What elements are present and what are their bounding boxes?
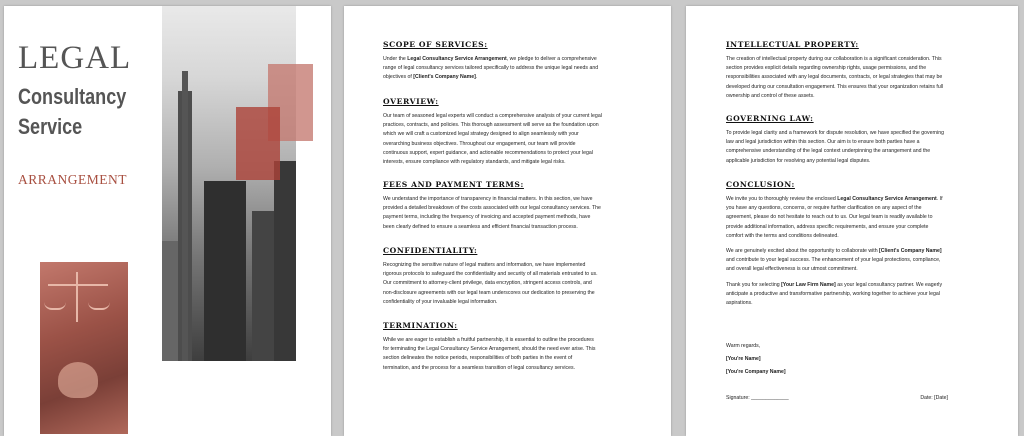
signature-row	[726, 395, 988, 401]
document-page-2	[344, 6, 671, 436]
cover-title: LEGAL	[18, 40, 132, 76]
overview-line: overarching business objectives. Throughout our engagement, our team will provide	[383, 140, 576, 147]
overview-line: which we will craft a customized legal strategy designed to align seamlessly with your	[383, 131, 579, 138]
fees-paragraph	[383, 195, 643, 232]
governing-line: comprehensive understanding of the legal context underpinning the arrangement and the	[726, 148, 931, 155]
ip-line: responsibilities associated with any legal documents, contracts, or legal strategies that may be	[726, 74, 943, 81]
scope-line: range of legal consultancy services tailored specifically to address the unique legal needs and	[383, 65, 599, 72]
scope-heading: SCOPE OF SERVICES:	[383, 40, 488, 49]
overview-heading: OVERVIEW:	[383, 97, 439, 106]
cover-title-consultancy: Consultancy	[18, 84, 127, 109]
conclusion-line: Thank you for selecting [Your Law Firm Name] as your legal consultancy partner. We eagerly	[726, 281, 943, 288]
conclusion-paragraph-1	[726, 195, 988, 241]
conclusion-line: agreement, please do not hesitate to reach out to us. Our legal team is readily available to	[726, 214, 933, 221]
confidentiality-line: rigorous protocols to safeguard the confidentiality and security of all materials entrusted to us.	[383, 271, 598, 278]
document-page-3	[686, 6, 1018, 436]
conclusion-line: comfort with the terms and conditions delineated.	[726, 232, 839, 239]
ip-line: section provides explicit details regarding ownership rights, usage permissions, and the	[726, 65, 927, 72]
conclusion-line: you have any questions, concerns, or require further clarification on any aspect of the	[726, 205, 922, 212]
city-skyline-image	[162, 6, 296, 361]
section-termination	[383, 321, 643, 373]
section-conclusion	[726, 180, 988, 308]
date-field: Date: [Date]	[920, 395, 948, 401]
cover-subtitle: ARRANGEMENT	[18, 172, 127, 187]
conclusion-line: We invite you to thoroughly review the enclosed Legal Consultancy Service Arrangement. If	[726, 196, 943, 202]
closing-company: [You're Company Name]	[726, 369, 786, 376]
ip-paragraph	[726, 55, 988, 101]
termination-line: for terminating the Legal Consultancy Service Arrangement, should the need ever arise. This	[383, 346, 596, 353]
termination-heading: TERMINATION:	[383, 321, 458, 330]
overview-line: continuous support, expert guidance, and actionable recommendations to protect your legal	[383, 149, 593, 156]
cover-title-service: Service	[18, 114, 83, 139]
closing-name: [You're Name]	[726, 356, 761, 363]
ip-line: ownership and control of these assets.	[726, 92, 815, 99]
conclusion-paragraph-2	[726, 247, 988, 275]
termination-line: While we are eager to establish a fruitful partnership, it is essential to outline the procedures	[383, 337, 594, 343]
section-confidentiality	[383, 246, 643, 307]
conclusion-heading: CONCLUSION:	[726, 180, 795, 189]
fees-line: provided a detailed breakdown of the costs associated with our legal consultancy services. The	[383, 205, 601, 212]
section-governing-law	[726, 114, 988, 166]
overview-line: practices, contracts, and policies. This thorough assessment will serve as the foundation upon	[383, 122, 599, 129]
section-scope	[383, 40, 643, 83]
fees-line: been clearly defined to ensure a seamless and efficient financial transaction process.	[383, 223, 578, 230]
governing-line: applicable jurisdiction for resolving any potential legal disputes.	[726, 157, 871, 164]
cover-page	[4, 6, 331, 436]
overview-line: Our team of seasoned legal experts will conduct a comprehensive analysis of your current legal	[383, 113, 602, 119]
scope-line: Under the Legal Consultancy Service Arrangement, we pledge to deliver a comprehensive	[383, 56, 597, 62]
conclusion-line: anticipate a productive and transformative partnership, working together to achieve your legal	[726, 290, 940, 297]
justice-scales-image	[40, 262, 128, 434]
fees-line: We understand the importance of transparency in financial matters. In this section, we have	[383, 196, 593, 202]
section-overview	[383, 97, 643, 167]
ip-heading: INTELLECTUAL PROPERTY:	[726, 40, 859, 49]
conclusion-line: We are genuinely excited about the opportunity to collaborate with [Client's Company Name]	[726, 248, 942, 255]
conclusion-line: provide additional information, address specific requirements, and ensure your complete	[726, 223, 929, 230]
scope-line: objectives of [Client's Company Name].	[383, 74, 478, 81]
governing-paragraph	[726, 129, 988, 166]
governing-heading: GOVERNING LAW:	[726, 114, 814, 123]
termination-paragraph	[383, 336, 643, 373]
confidentiality-line: Our commitment to attorney-client privilege, data encryption, stringent access controls, and	[383, 280, 592, 287]
conclusion-line: aspirations.	[726, 300, 753, 307]
section-intellectual-property	[726, 40, 988, 101]
conclusion-line: and overall legal effectiveness is our utmost commitment.	[726, 266, 858, 273]
conclusion-line: and contribute to your legal success. The enhancement of your legal protections, compliance,	[726, 257, 941, 264]
accent-square-dark	[236, 107, 280, 180]
conclusion-paragraph-3	[726, 281, 988, 309]
termination-line: termination, and the process for a seamless transition of legal consultancy services.	[383, 364, 576, 371]
termination-line: section delineates the notice periods, responsibilities of both parties in the event of	[383, 355, 573, 362]
governing-line: law and legal jurisdiction within this section. Our aim is to ensure both parties have a	[726, 139, 920, 146]
confidentiality-heading: CONFIDENTIALITY:	[383, 246, 478, 255]
overview-paragraph	[383, 112, 643, 167]
confidentiality-line: Recognizing the sensitive nature of legal matters and information, we have implemented	[383, 262, 586, 268]
fees-heading: FEES AND PAYMENT TERMS:	[383, 180, 524, 189]
overview-line: interests, ensure compliance with regulatory standards, and mitigate legal risks.	[383, 159, 566, 166]
fees-line: payment terms, including the frequency of invoicing and accepted payment methods, have	[383, 214, 591, 221]
confidentiality-paragraph	[383, 261, 643, 307]
ip-line: The creation of intellectual property during our collaboration is a significant consideration. This	[726, 56, 942, 62]
section-fees	[383, 180, 643, 232]
confidentiality-line: confidentiality of your invaluable legal information.	[383, 298, 498, 305]
closing-block	[726, 342, 988, 378]
confidentiality-line: non-disclosure agreements with our legal team underscores our dedication to preserving the	[383, 289, 595, 296]
governing-line: To provide legal clarity and a framework for dispute resolution, we have specified the governing	[726, 130, 944, 136]
ip-line: developed during our consultation engagement. This ensures that your organization retains full	[726, 83, 944, 90]
closing-regards: Warm regards,	[726, 343, 761, 349]
scope-paragraph	[383, 55, 643, 83]
signature-field: Signature: _____________	[726, 395, 789, 401]
